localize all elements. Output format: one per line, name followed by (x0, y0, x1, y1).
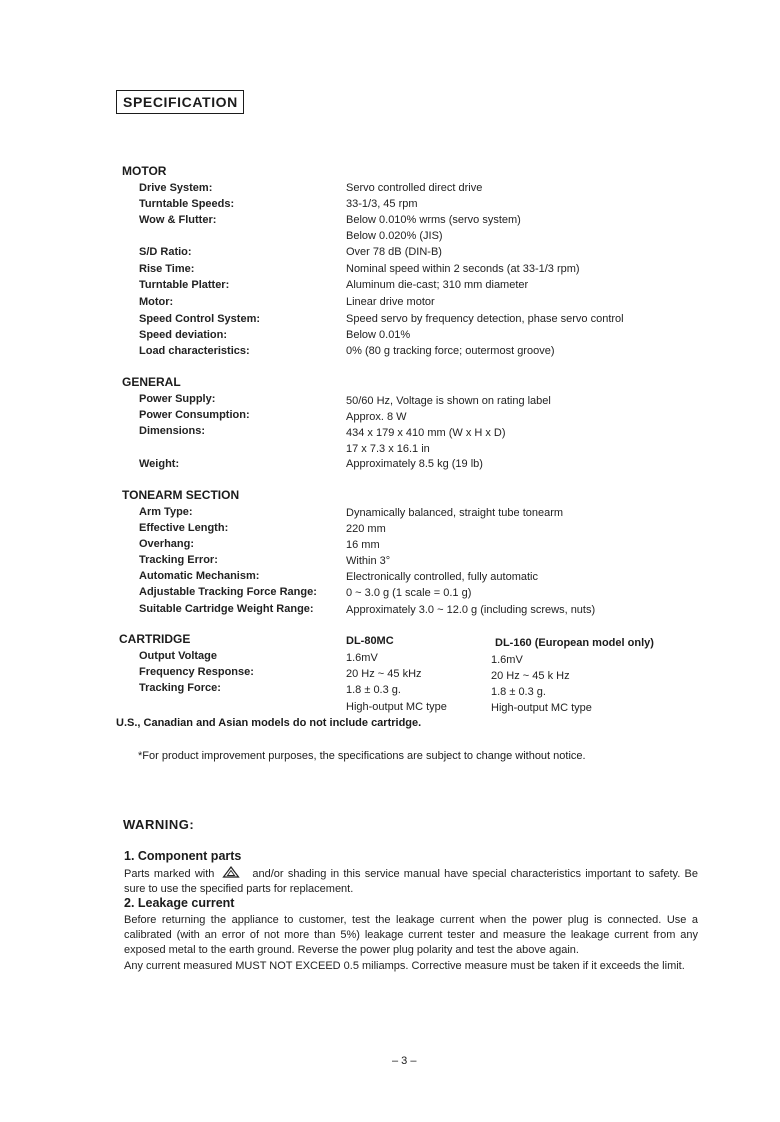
warning-triangle-icon (222, 866, 240, 878)
leakage-current-heading: 2. Leakage current (124, 896, 235, 910)
spec-value: 1.6mV (491, 654, 523, 666)
cartridge-model-b: DL-160 (European model only) (495, 637, 654, 649)
spec-label: Output Voltage (139, 650, 218, 662)
page-number: – 3 – (392, 1055, 417, 1067)
spec-label: Suitable Cartridge Weight Range: (139, 603, 314, 615)
spec-value: Below 0.020% (JIS) (346, 230, 443, 242)
spec-label: Automatic Mechanism: (139, 570, 260, 582)
spec-value: Nominal speed within 2 seconds (at 33-1/3 rpm) (346, 263, 580, 275)
spec-value: Over 78 dB (DIN-B) (346, 246, 442, 258)
spec-value: 20 Hz ~ 45 k Hz (491, 670, 570, 682)
spec-value: 17 x 7.3 x 16.1 in (346, 443, 430, 455)
spec-value: Approx. 8 W (346, 411, 407, 423)
spec-label: Tracking Error: (139, 554, 218, 566)
spec-value: Approximately 8.5 kg (19 lb) (346, 458, 483, 470)
spec-value: Dynamically balanced, straight tube tonearm (346, 507, 564, 519)
spec-value: 434 x 179 x 410 mm (W x H x D) (346, 427, 506, 439)
spec-value: Below 0.010% wrms (servo system) (346, 214, 521, 226)
spec-label: Turntable Platter: (139, 279, 230, 291)
spec-value: 220 mm (346, 523, 386, 535)
spec-value: Within 3° (346, 555, 391, 567)
spec-label: Motor: (139, 296, 174, 308)
spec-value: 1.8 ± 0.3 g. (346, 684, 401, 696)
spec-value: Linear drive motor (346, 296, 435, 308)
spec-label: Drive System: (139, 182, 213, 194)
spec-value: 0 ~ 3.0 g (1 scale = 0.1 g) (346, 587, 472, 599)
spec-label: Weight: (139, 458, 180, 470)
spec-label: Load characteristics: (139, 345, 250, 357)
cartridge-note: U.S., Canadian and Asian models do not include cartridge. (116, 717, 422, 729)
spec-label: Adjustable Tracking Force Range: (139, 586, 317, 598)
spec-value: 1.8 ± 0.3 g. (491, 686, 546, 698)
cartridge-title: CARTRIDGE (119, 632, 191, 646)
spec-value: 16 mm (346, 539, 380, 551)
leakage-paragraph-1: Before returning the appliance to customer, test the leakage current when the power plug is connected. Use a calibrated (with an error of not more than 5%) leakage current tester and measure the leakage current from any exposed metal to the earth ground. Reverse the power plug polarity and test the above again. (124, 914, 698, 957)
spec-value: 33-1/3, 45 rpm (346, 198, 418, 210)
specification-title: SPECIFICATION (116, 90, 244, 114)
spec-value: 0% (80 g tracking force; outermost groove) (346, 345, 555, 357)
spec-value: Aluminum die-cast; 310 mm diameter (346, 279, 529, 291)
spec-label: S/D Ratio: (139, 246, 192, 258)
spec-value: High-output MC type (346, 701, 447, 713)
spec-label: Wow & Flutter: (139, 214, 217, 226)
spec-label: Overhang: (139, 538, 195, 550)
spec-value: Below 0.01% (346, 329, 411, 341)
spec-label: Power Consumption: (139, 409, 250, 421)
motor-title: MOTOR (122, 164, 167, 178)
spec-label: Dimensions: (139, 425, 206, 437)
spec-label: Arm Type: (139, 506, 193, 518)
component-parts-heading: 1. Component parts (124, 849, 242, 863)
spec-value: High-output MC type (491, 702, 592, 714)
warning-title: WARNING: (123, 817, 195, 832)
component-parts-text (124, 866, 698, 897)
spec-label: Turntable Speeds: (139, 198, 235, 210)
spec-label: Speed deviation: (139, 329, 228, 341)
spec-label: Frequency Response: (139, 666, 254, 678)
leakage-current-text (124, 913, 698, 974)
spec-value: Servo controlled direct drive (346, 182, 483, 194)
spec-value: Approximately 3.0 ~ 12.0 g (including screws, nuts) (346, 604, 596, 616)
component-parts-post: and/or shading in this service manual have special characteristics important to safety. Be sure to use the specified parts for replacement. (124, 868, 698, 896)
spec-label: Effective Length: (139, 522, 229, 534)
leakage-paragraph-2: Any current measured MUST NOT EXCEED 0.5 miliamps. Corrective measure must be taken if it exceeds the limit. (124, 959, 685, 972)
spec-value: 20 Hz ~ 45 kHz (346, 668, 422, 680)
spec-label: Speed Control System: (139, 313, 261, 325)
spec-value: Electronically controlled, fully automatic (346, 571, 538, 583)
cartridge-model-a: DL-80MC (346, 635, 394, 647)
component-parts-pre: Parts marked with (124, 868, 215, 880)
tonearm-title: TONEARM SECTION (122, 488, 240, 502)
spec-label: Rise Time: (139, 263, 195, 275)
spec-label: Tracking Force: (139, 682, 221, 694)
spec-label: Power Supply: (139, 393, 216, 405)
footnote: *For product improvement purposes, the specifications are subject to change without notice. (138, 750, 586, 762)
spec-value: 50/60 Hz, Voltage is shown on rating label (346, 395, 551, 407)
spec-value: 1.6mV (346, 652, 378, 664)
spec-value: Speed servo by frequency detection, phase servo control (346, 313, 624, 325)
general-title: GENERAL (122, 375, 181, 389)
